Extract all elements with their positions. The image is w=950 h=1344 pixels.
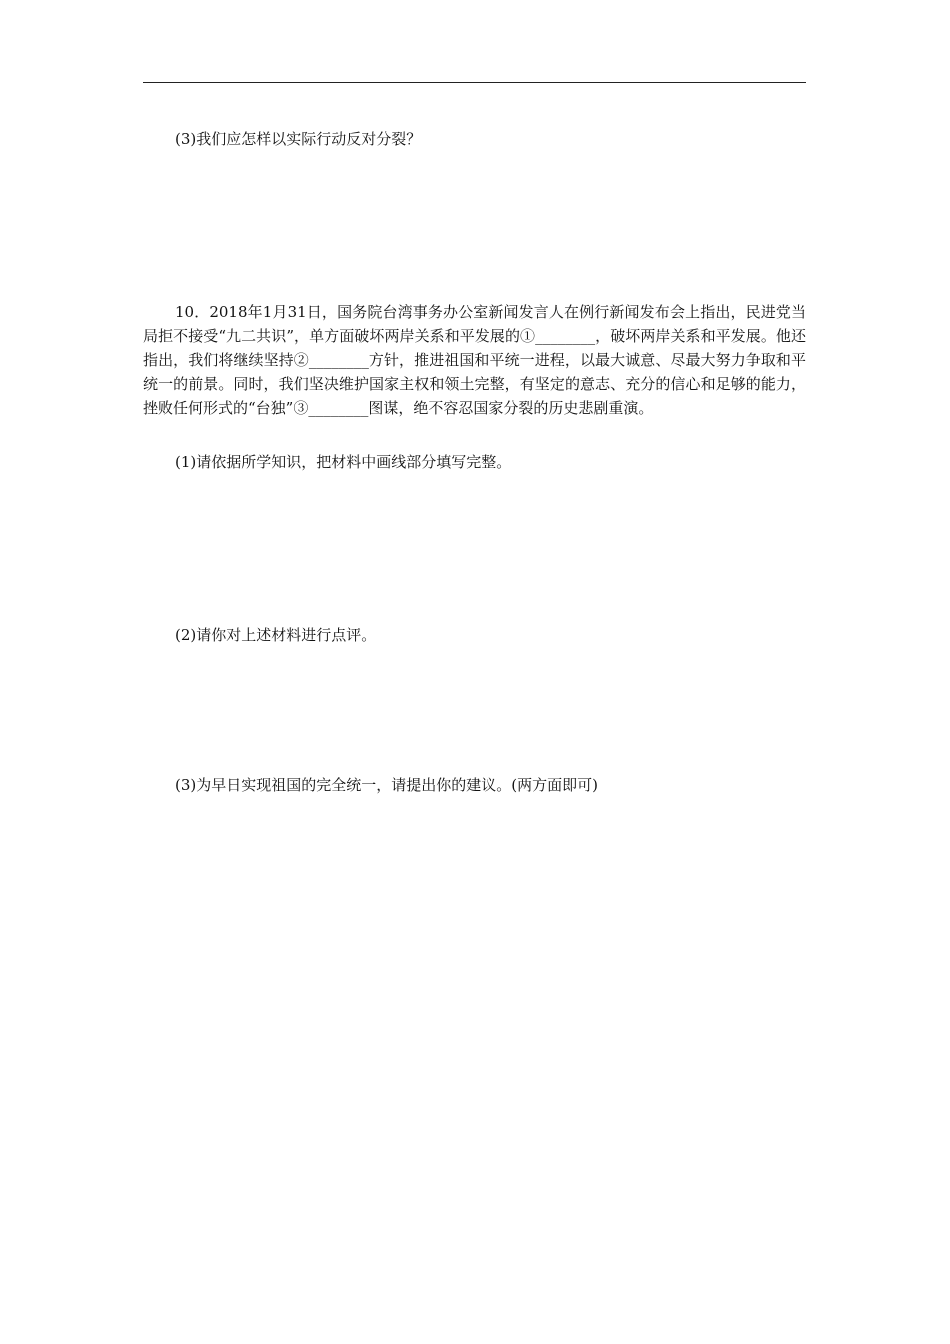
question-9-sub-3: (3)我们应怎样以实际行动反对分裂？ — [175, 130, 422, 148]
question-10-sub-1: (1)请依据所学知识，把材料中画线部分填写完整。 — [175, 453, 512, 471]
question-10-sub-3: (3)为早日实现祖国的完全统一，请提出你的建议。(两方面即可) — [175, 776, 598, 794]
header-rule — [143, 82, 806, 83]
question-10-material: 10．2018年1月31日，国务院台湾事务办公室新闻发言人在例行新闻发布会上指出，民进党当局拒不接受“九二共识”，单方面破坏两岸关系和平发展的①________，破坏两岸关系和平发展。他还指出，我们将继续坚持②________方针，推进祖国和平统一进程，以最大诚意、尽最大努力争取和平统一的前景。同时，我们坚决维护国家主权和领土完整，有坚定的意志、充分的信心和足够的能力，挫败任何形式的“台独”③________图谋，绝不容忍国家分裂的历史悲剧重演。 — [143, 303, 806, 417]
question-10-sub-2: (2)请你对上述材料进行点评。 — [175, 626, 377, 644]
